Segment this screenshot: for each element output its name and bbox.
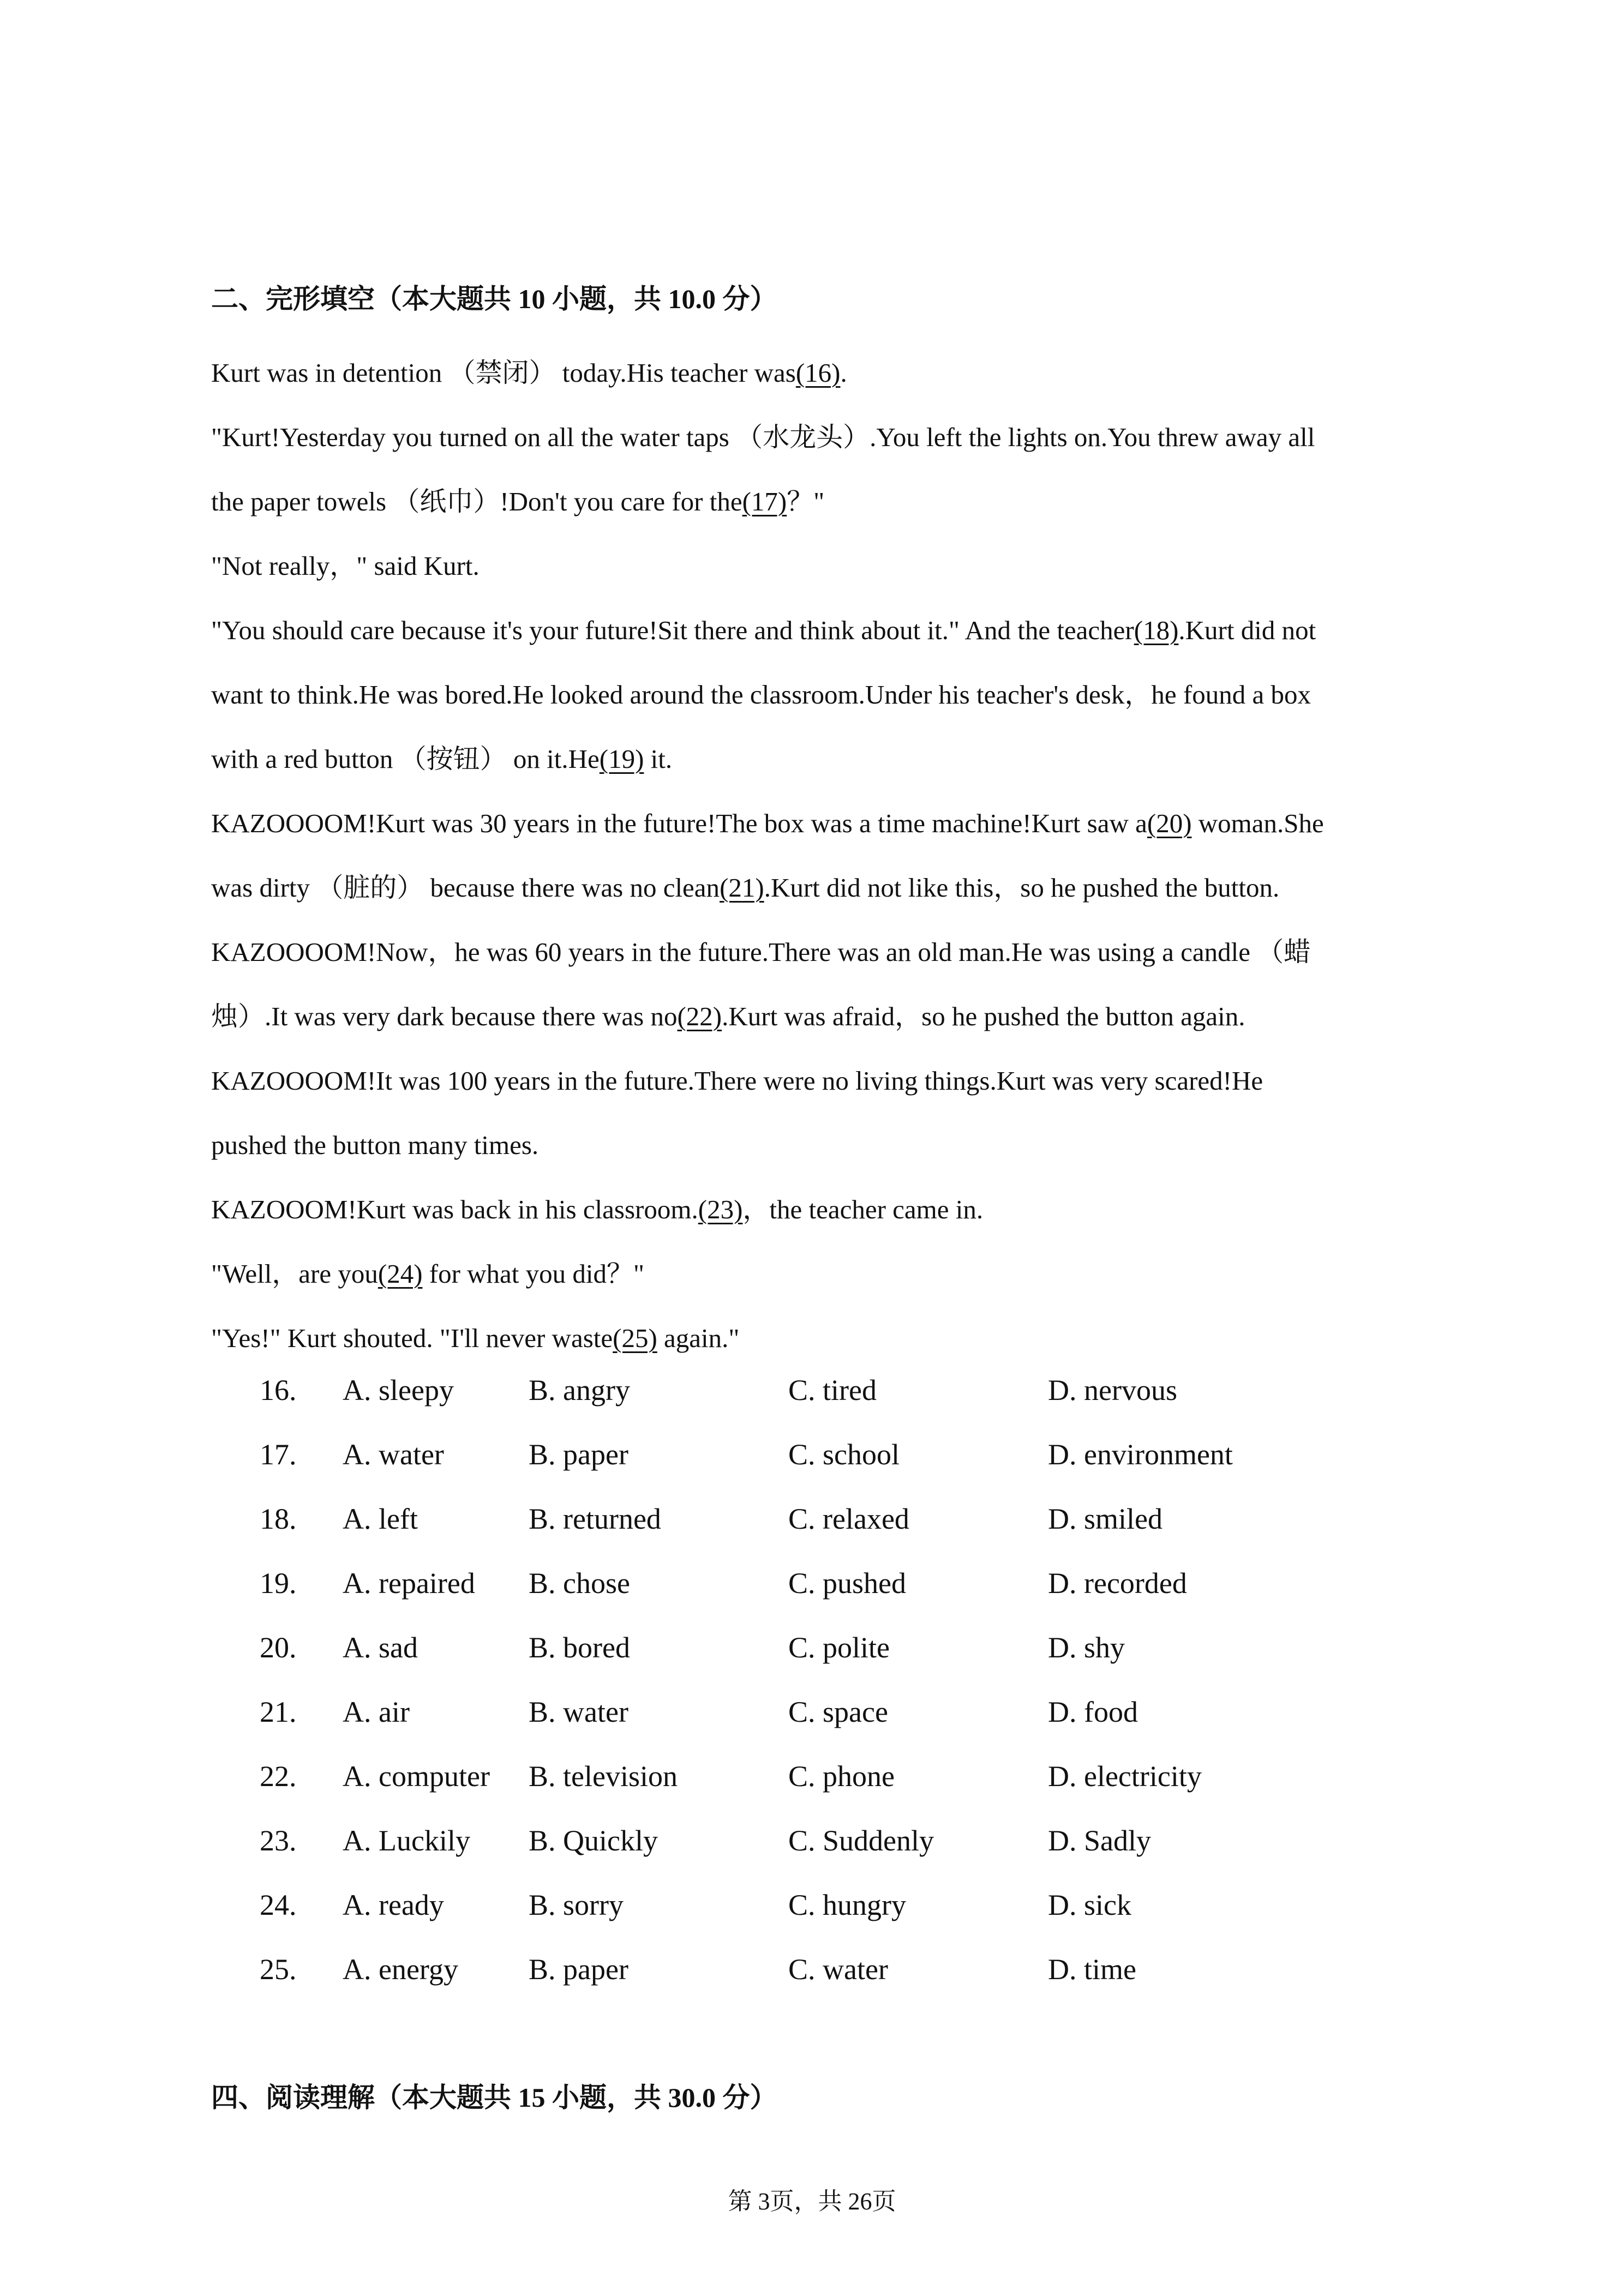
passage-text: KAZOOOM!Kurt was back in his classroom. <box>211 1194 698 1224</box>
passage-text: "You should care because it's your future!Sit there and think about it." And the teacher <box>211 615 1134 645</box>
option-d: D. sick <box>1048 1889 1131 1921</box>
question-row <box>0 1873 1624 1937</box>
blank-marker: (17) <box>742 486 787 516</box>
option-d: D. shy <box>1048 1631 1125 1664</box>
question-row <box>0 1808 1624 1873</box>
passage-text: "Yes!" Kurt shouted. "I'll never waste <box>211 1323 613 1353</box>
blank-marker: (16) <box>795 358 841 388</box>
passage-text: "Not really，" said Kurt. <box>211 551 480 581</box>
option-a: A. computer <box>343 1760 490 1793</box>
option-b: B. paper <box>529 1953 628 1986</box>
passage-line <box>211 534 1433 598</box>
option-a: A. sleepy <box>343 1374 454 1407</box>
passage-text: "Well，are you <box>211 1259 378 1289</box>
passage-line <box>211 791 1433 856</box>
passage-line <box>211 1049 1433 1113</box>
option-d: D. electricity <box>1048 1760 1202 1793</box>
question-row <box>0 1744 1624 1808</box>
question-number: 18. <box>260 1502 297 1535</box>
passage-text: the paper towels （纸巾）!Don't you care for the <box>211 486 742 516</box>
passage-text: KAZOOOOM!It was 100 years in the future.There were no living things.Kurt was very scared!He <box>211 1066 1263 1096</box>
passage-text: for what you did？" <box>422 1259 645 1289</box>
option-d: D. smiled <box>1048 1502 1162 1535</box>
passage-text: .Kurt did not <box>1178 615 1316 645</box>
option-b: B. chose <box>529 1567 630 1600</box>
question-number: 25. <box>260 1953 297 1986</box>
passage-text: . <box>840 358 847 388</box>
option-b: B. water <box>529 1696 628 1728</box>
option-c: C. pushed <box>788 1567 906 1600</box>
question-row <box>0 1680 1624 1744</box>
question-row <box>0 1487 1624 1551</box>
question-row <box>0 1937 1624 2002</box>
passage-line <box>211 405 1433 470</box>
passage-text: again." <box>657 1323 740 1353</box>
option-a: A. energy <box>343 1953 458 1986</box>
blank-marker: (18) <box>1134 615 1179 645</box>
question-number: 24. <box>260 1889 297 1921</box>
option-a: A. Luckily <box>343 1824 470 1857</box>
question-number: 16. <box>260 1374 297 1407</box>
option-c: C. Suddenly <box>788 1824 934 1857</box>
question-number: 17. <box>260 1438 297 1471</box>
passage-line <box>211 1177 1433 1242</box>
blank-marker: (20) <box>1147 808 1192 838</box>
question-row <box>0 1615 1624 1680</box>
passage-text: was dirty （脏的） because there was no clean <box>211 873 720 903</box>
passage-text: .Kurt was afraid，so he pushed the button again. <box>722 1001 1245 1031</box>
option-d: D. Sadly <box>1048 1824 1151 1857</box>
passage-text: .Kurt did not like this，so he pushed the button. <box>764 873 1280 903</box>
option-b: B. television <box>529 1760 678 1793</box>
question-row <box>0 1358 1624 1422</box>
option-d: D. time <box>1048 1953 1136 1986</box>
passage-text: KAZOOOOM!Now，he was 60 years in the future.There was an old man.He was using a candle （蜡 <box>211 937 1311 967</box>
option-c: C. tired <box>788 1374 877 1407</box>
passage-line <box>211 598 1433 663</box>
option-b: B. bored <box>529 1631 630 1664</box>
question-number: 21. <box>260 1696 297 1728</box>
passage-text: pushed the button many times. <box>211 1130 539 1160</box>
passage-line <box>211 727 1433 791</box>
option-c: C. hungry <box>788 1889 906 1921</box>
option-b: B. returned <box>529 1502 661 1535</box>
passage-text: 烛）.It was very dark because there was no <box>211 1001 678 1031</box>
option-c: C. phone <box>788 1760 895 1793</box>
option-d: D. nervous <box>1048 1374 1177 1407</box>
option-c: C. space <box>788 1696 888 1728</box>
option-b: B. angry <box>529 1374 630 1407</box>
cloze-passage <box>211 341 1433 1371</box>
passage-text: want to think.He was bored.He looked around the classroom.Under his teacher's desk，he found a box <box>211 680 1311 710</box>
option-d: D. food <box>1048 1696 1138 1728</box>
blank-marker: (19) <box>599 744 644 774</box>
option-a: A. sad <box>343 1631 418 1664</box>
passage-line <box>211 663 1433 727</box>
passage-line <box>211 470 1433 534</box>
passage-text: Kurt was in detention （禁闭） today.His teacher was <box>211 358 796 388</box>
blank-marker: (24) <box>377 1259 423 1289</box>
passage-line <box>211 920 1433 984</box>
option-a: A. repaired <box>343 1567 475 1600</box>
option-d: D. recorded <box>1048 1567 1187 1600</box>
question-row <box>0 1422 1624 1487</box>
passage-line <box>211 856 1433 920</box>
question-number: 22. <box>260 1760 297 1793</box>
passage-text: KAZOOOOM!Kurt was 30 years in the future!The box was a time machine!Kurt saw a <box>211 808 1147 838</box>
option-c: C. relaxed <box>788 1502 909 1535</box>
passage-text: woman.She <box>1191 808 1324 838</box>
option-a: A. water <box>343 1438 444 1471</box>
option-c: C. water <box>788 1953 888 1986</box>
blank-marker: (25) <box>613 1323 657 1353</box>
question-number: 19. <box>260 1567 297 1600</box>
options-list <box>0 1358 1624 2002</box>
blank-marker: (22) <box>677 1001 722 1031</box>
blank-marker: (23) <box>698 1194 743 1224</box>
option-b: B. Quickly <box>529 1824 658 1857</box>
blank-marker: (21) <box>720 873 764 903</box>
section-heading-reading: 四、阅读理解（本大题共 15 小题，共 30.0 分） <box>211 2082 777 2113</box>
passage-text: ，the teacher came in. <box>742 1194 984 1224</box>
passage-text: it. <box>644 744 673 774</box>
option-d: D. environment <box>1048 1438 1233 1471</box>
passage-line <box>211 984 1433 1049</box>
passage-text: with a red button （按钮） on it.He <box>211 744 600 774</box>
option-a: A. left <box>343 1502 418 1535</box>
option-b: B. sorry <box>529 1889 624 1921</box>
passage-text: ？" <box>787 486 825 516</box>
passage-text: "Kurt!Yesterday you turned on all the water taps （水龙头）.You left the lights on.You threw away all <box>211 422 1315 452</box>
question-number: 20. <box>260 1631 297 1664</box>
option-a: A. air <box>343 1696 410 1728</box>
question-number: 23. <box>260 1824 297 1857</box>
passage-line <box>211 341 1433 405</box>
page-footer: 第 3页，共 26页 <box>728 2188 896 2215</box>
option-a: A. ready <box>343 1889 444 1921</box>
passage-line <box>211 1113 1433 1177</box>
question-row <box>0 1551 1624 1615</box>
option-c: C. school <box>788 1438 900 1471</box>
option-b: B. paper <box>529 1438 628 1471</box>
section-heading-cloze: 二、完形填空（本大题共 10 小题，共 10.0 分） <box>211 284 777 314</box>
passage-line <box>211 1242 1433 1306</box>
option-c: C. polite <box>788 1631 890 1664</box>
